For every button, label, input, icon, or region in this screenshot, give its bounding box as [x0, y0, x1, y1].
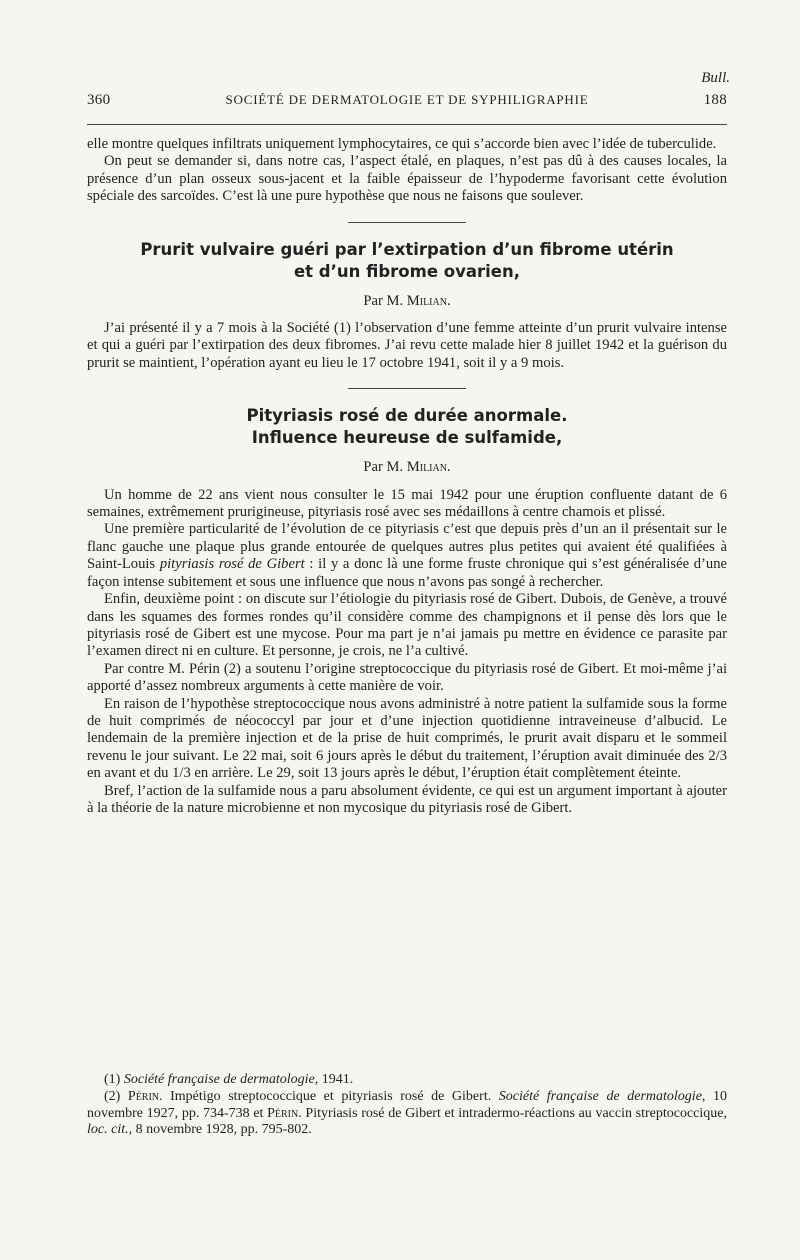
article-title [87, 405, 727, 449]
article-author [87, 459, 727, 476]
section-separator [348, 222, 466, 223]
footnotes [87, 1072, 727, 1139]
footnote-mark: (2) [104, 1088, 121, 1104]
text-run: Pityriasis rosé de Gibert et intradermo-réactions au vaccin streptococcique, [305, 1105, 728, 1121]
text-run: 10 novembre 1927, pp. 734-738 et [87, 1088, 727, 1121]
emphasis: Société française de dermatologie, [123, 1072, 319, 1087]
article-author [87, 293, 727, 310]
issue-number: 188 [703, 92, 727, 108]
paragraph: Enfin, deuxième point : on discute sur l’étiologie du pityriasis rosé de Gibert. Dubois, de Genève, a trouvé dans les squames des formes rondes qu’il considère comme des champignons et il pense dès lors que le pityriasis rosé de Gibert est une mycose. Pour ma part je n’ai jamais pu mettre en évidence ce parasite par l’examen direct ni en culture. Et personne, je crois, ne l’a cultivé. [87, 591, 727, 660]
emphasis: Société française de dermatologie, [498, 1088, 706, 1104]
cited-author: Périn. [127, 1088, 163, 1104]
emphasis: pityriasis rosé de Gibert [159, 556, 305, 573]
footnote-1 [87, 1072, 727, 1089]
article-title-line: Pityriasis rosé de durée anormale. [246, 406, 568, 426]
paragraph: J’ai présenté il y a 7 mois à la Société (1) l’observation d’une femme atteinte d’un prurit vulvaire intense et qui a guéri par l’extirpation des deux fibromes. J’ai revu cette malade hier 8 juillet 1942 et la guérison du prurit se maintient, l’opération ayant eu lieu le 17 octobre 1941, soit il y a 9 mois. [87, 320, 727, 371]
page-body [87, 136, 727, 817]
paragraph [87, 521, 727, 591]
author-name: Milian. [406, 459, 451, 476]
text-run: Une première particularité de l’évolution de ce pityriasis c’est que depuis près d’un an il présentait sur le flanc gauche une plaque plus grande entourée de quelques autres plus petites qui avaient été qualifiées à Saint-Louis [87, 521, 727, 573]
author-name: Milian. [406, 292, 451, 309]
section-separator [348, 388, 466, 389]
emphasis: loc. cit., [87, 1122, 133, 1138]
text-run: : il y a donc là une forme fruste chronique qui s’est généralisée d’une façon intense subitement et sous une influence que nous n’avons pas songé à rechercher. [87, 556, 727, 590]
paragraph: En raison de l’hypothèse streptococcique nous avons administré à notre patient la sulfamide sous la forme de huit comprimés de néococcyl par jour et d’une injection quotidienne intraveineuse d’albucid. Le lendemain de la première injection et de la prise de huit comprimés, le prurit avait disparu et le sommeil revenu le jour suivant. Le 22 mai, soit 6 jours après le début du traitement, l’éruption avait diminuée des 2/3 en avant et du 1/3 en arrière. Le 29, soit 13 jours après le début, l’éruption était complètement éteinte. [87, 695, 727, 782]
article-title-line: Prurit vulvaire guéri par l’extirpation d’un fibrome utérin [140, 239, 674, 259]
article-title-line: Influence heureuse de sulfamide, [251, 428, 563, 448]
author-prefix: Par M. [363, 459, 404, 476]
paragraph: elle montre quelques infiltrats uniquement lymphocytaires, ce qui s’accorde bien avec l’idée de tuberculide. [87, 136, 717, 152]
footnote-mark: (1) [104, 1072, 121, 1087]
journal-abbrev: Bull. [701, 70, 730, 86]
paragraph: Par contre M. Périn (2) a soutenu l’origine streptococcique du pityriasis rosé de Gibert. Et moi-même j’ai apporté d’assez nombreux arguments à cette manière de voir. [87, 660, 727, 695]
text-run: 8 novembre 1928, pp. 795-802. [135, 1122, 312, 1138]
footnote-2 [87, 1089, 727, 1139]
article-title-line: et d’un fibrome ovarien, [293, 261, 520, 281]
page-number: 360 [87, 92, 111, 108]
text-run: Impétigo streptococcique et pityriasis rosé de Gibert. [170, 1088, 492, 1104]
text-run: 1941. [321, 1072, 354, 1087]
header-rule [87, 124, 727, 125]
paragraph: Bref, l’action de la sulfamide nous a paru absolument évidente, ce qui est un argument important à ajouter à la théorie de la nature microbienne et non mycosique du pityriasis rosé de Gibert. [87, 782, 727, 816]
paragraph: Un homme de 22 ans vient nous consulter le 15 mai 1942 pour une éruption confluente datant de 6 semaines, extrêmement prurigineuse, pityriasis rosé avec ses médaillons à centre chamois et plissé. [87, 486, 727, 521]
running-header [87, 92, 727, 109]
article-title [87, 239, 727, 283]
cited-author: Périn. [267, 1105, 302, 1121]
paragraph: On peut se demander si, dans notre cas, l’aspect étalé, en plaques, n’est pas dû à des causes locales, la présence d’un plan osseux sous-jacent et la faible épaisseur de l’hypoderme favorisant cette évolution spéciale des sarcoïdes. C’est là une pure hypothèse que nous ne faisons que soulever. [87, 153, 727, 205]
author-prefix: Par M. [363, 292, 404, 309]
journal-title: SOCIÉTÉ DE DERMATOLOGIE ET DE SYPHILIGRAPHIE [225, 92, 589, 107]
